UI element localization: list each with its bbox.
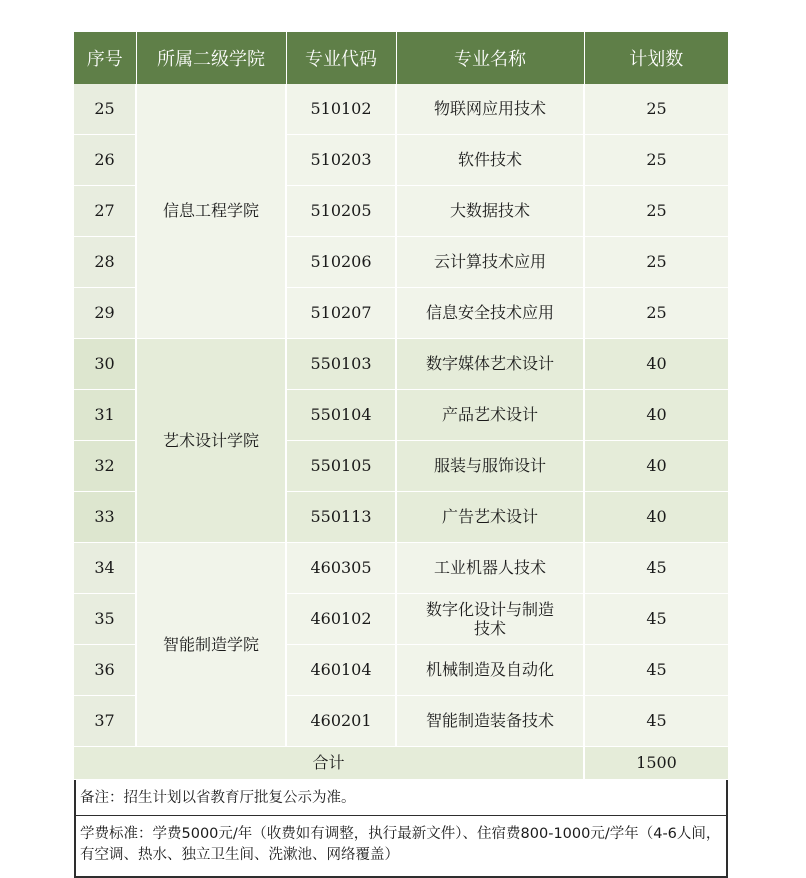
table-row bbox=[74, 339, 728, 390]
major-name-cell: 服装与服饰设计 bbox=[396, 441, 584, 492]
header-seq: 序号 bbox=[74, 32, 136, 84]
notes-box bbox=[74, 780, 728, 878]
seq-cell: 33 bbox=[74, 492, 136, 543]
plan-cell: 40 bbox=[584, 492, 728, 543]
plan-cell: 40 bbox=[584, 441, 728, 492]
code-cell: 510206 bbox=[286, 237, 396, 288]
plan-cell: 25 bbox=[584, 84, 728, 135]
code-cell: 510205 bbox=[286, 186, 396, 237]
enrollment-table bbox=[74, 32, 728, 780]
major-name-cell: 大数据技术 bbox=[396, 186, 584, 237]
table-row bbox=[74, 84, 728, 135]
enrollment-plan-sheet bbox=[74, 32, 728, 878]
seq-cell: 37 bbox=[74, 696, 136, 747]
plan-cell: 45 bbox=[584, 543, 728, 594]
fee-note: 学费标准：学费5000元/年（收费如有调整，执行最新文件）、住宿费800-1000元/学年（4-6人间，有空调、热水、独立卫生间、洗漱池、网络覆盖） bbox=[80, 826, 721, 864]
plan-cell: 40 bbox=[584, 339, 728, 390]
seq-cell: 28 bbox=[74, 237, 136, 288]
header-plan-count: 计划数 bbox=[584, 32, 728, 84]
plan-cell: 25 bbox=[584, 186, 728, 237]
header-major-name: 专业名称 bbox=[396, 32, 584, 84]
major-name-cell: 产品艺术设计 bbox=[396, 390, 584, 441]
code-cell: 460201 bbox=[286, 696, 396, 747]
major-name-cell: 数字媒体艺术设计 bbox=[396, 339, 584, 390]
table-header-row bbox=[74, 32, 728, 84]
plan-cell: 25 bbox=[584, 288, 728, 339]
major-name-cell: 物联网应用技术 bbox=[396, 84, 584, 135]
code-cell: 510102 bbox=[286, 84, 396, 135]
department-cell: 信息工程学院 bbox=[136, 84, 286, 339]
total-value: 1500 bbox=[584, 747, 728, 780]
major-name-cell: 工业机器人技术 bbox=[396, 543, 584, 594]
code-cell: 460104 bbox=[286, 645, 396, 696]
plan-cell: 45 bbox=[584, 696, 728, 747]
code-cell: 550113 bbox=[286, 492, 396, 543]
header-department: 所属二级学院 bbox=[136, 32, 286, 84]
seq-cell: 35 bbox=[74, 594, 136, 645]
department-cell: 艺术设计学院 bbox=[136, 339, 286, 543]
remark-note: 备注：招生计划以省教育厅批复公示为准。 bbox=[76, 780, 726, 816]
code-cell: 550104 bbox=[286, 390, 396, 441]
major-name-cell: 智能制造装备技术 bbox=[396, 696, 584, 747]
plan-cell: 25 bbox=[584, 237, 728, 288]
seq-cell: 29 bbox=[74, 288, 136, 339]
seq-cell: 34 bbox=[74, 543, 136, 594]
code-cell: 550103 bbox=[286, 339, 396, 390]
major-name-cell: 广告艺术设计 bbox=[396, 492, 584, 543]
major-name-cell: 软件技术 bbox=[396, 135, 584, 186]
department-cell: 智能制造学院 bbox=[136, 543, 286, 747]
plan-cell: 45 bbox=[584, 645, 728, 696]
plan-cell: 25 bbox=[584, 135, 728, 186]
header-code: 专业代码 bbox=[286, 32, 396, 84]
code-cell: 550105 bbox=[286, 441, 396, 492]
code-cell: 510207 bbox=[286, 288, 396, 339]
seq-cell: 32 bbox=[74, 441, 136, 492]
plan-cell: 40 bbox=[584, 390, 728, 441]
seq-cell: 25 bbox=[74, 84, 136, 135]
table-row bbox=[74, 543, 728, 594]
seq-cell: 26 bbox=[74, 135, 136, 186]
code-cell: 460305 bbox=[286, 543, 396, 594]
code-cell: 460102 bbox=[286, 594, 396, 645]
major-name-cell: 云计算技术应用 bbox=[396, 237, 584, 288]
major-name-cell: 信息安全技术应用 bbox=[396, 288, 584, 339]
major-name-cell: 数字化设计与制造技术 bbox=[396, 594, 584, 645]
code-cell: 510203 bbox=[286, 135, 396, 186]
seq-cell: 30 bbox=[74, 339, 136, 390]
total-row bbox=[74, 747, 728, 780]
seq-cell: 31 bbox=[74, 390, 136, 441]
seq-cell: 36 bbox=[74, 645, 136, 696]
total-label: 合计 bbox=[74, 747, 584, 780]
major-name-cell: 机械制造及自动化 bbox=[396, 645, 584, 696]
plan-cell: 45 bbox=[584, 594, 728, 645]
seq-cell: 27 bbox=[74, 186, 136, 237]
